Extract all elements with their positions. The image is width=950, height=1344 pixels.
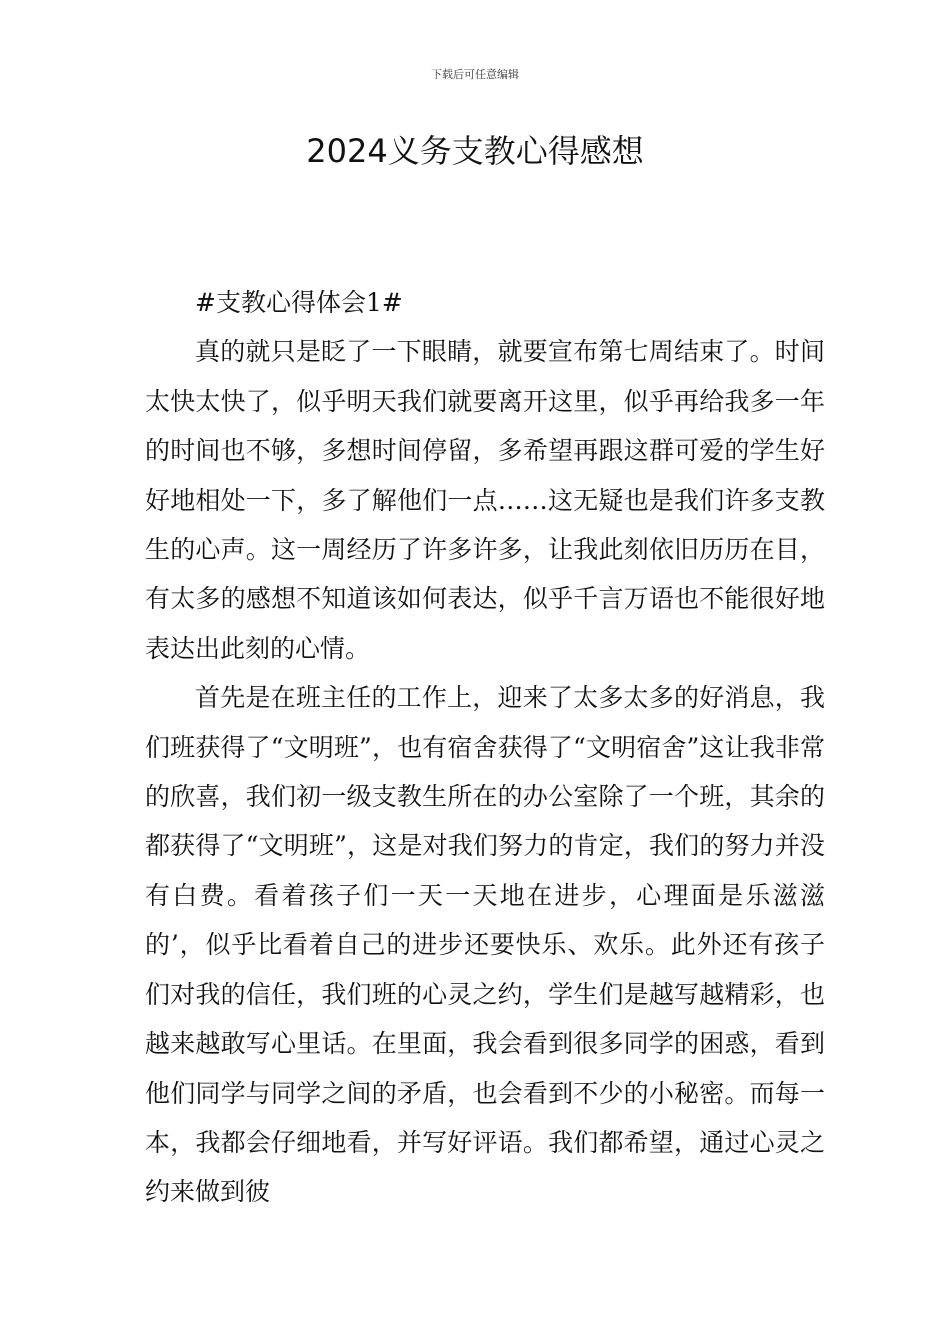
- header-note: 下载后可任意编辑: [431, 68, 519, 81]
- document-body: [145, 278, 825, 1217]
- paragraph: 首先是在班主任的工作上，迎来了太多太多的好消息，我们班获得了“文明班”，也有宿舍获得了“文明宿舍”这让我非常的欣喜，我们初一级支教生所在的办公室除了一个班，其余的都获得了“文明班”，这是对我们努力的肯定，我们的努力并没有白费。看着孩子们一天一天地在进步，心理面是乐滋滋的’，似乎比看着自己的进步还要快乐、欢乐。此外还有孩子们对我的信任，我们班的心灵之约，学生们是越写越精彩，也越来越敢写心里话。在里面，我会看到很多同学的困惑，看到他们同学与同学之间的矛盾，也会看到不少的小秘密。而每一本，我都会仔细地看，并写好评语。我们都希望，通过心灵之约来做到彼: [145, 683, 825, 1207]
- section-heading: #支教心得体会1#: [195, 288, 403, 317]
- document-title: 2024义务支教心得感想: [306, 132, 644, 170]
- paragraph: 真的就只是眨了一下眼睛，就要宣布第七周结束了。时间太快太快了，似乎明天我们就要离开这里，似乎再给我多一年的时间也不够，多想时间停留，多希望再跟这群可爱的学生好好地相处一下，多了解他们一点……这无疑也是我们许多支教生的心声。这一周经历了许多许多，让我此刻依旧历历在目，有太多的感想不知道该如何表达，似乎千言万语也不能很好地表达出此刻的心情。: [145, 337, 825, 663]
